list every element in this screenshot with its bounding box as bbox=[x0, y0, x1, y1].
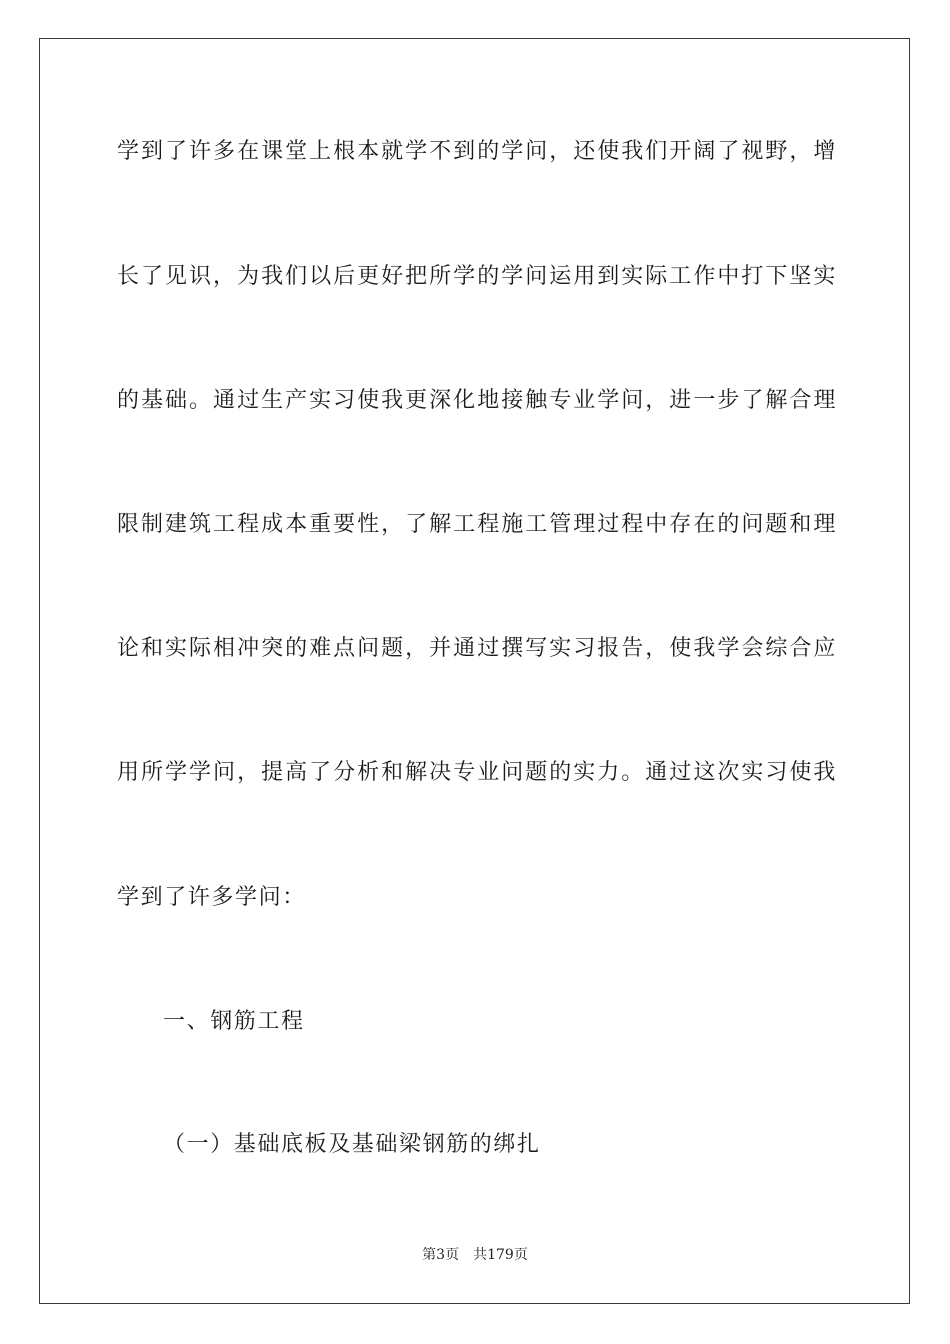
page-footer bbox=[0, 1245, 950, 1265]
page-border bbox=[39, 38, 910, 1304]
section-heading: 一、钢筋工程 bbox=[163, 1009, 305, 1034]
page-number: 第3页 bbox=[422, 1247, 460, 1263]
body-text-line: 论和实际相冲突的难点问题，并通过撰写实习报告，使我学会综合应 bbox=[117, 636, 837, 661]
body-text-line: 限制建筑工程成本重要性，了解工程施工管理过程中存在的问题和理 bbox=[117, 512, 837, 537]
subsection-heading: （一）基础底板及基础梁钢筋的绑扎 bbox=[163, 1132, 541, 1157]
body-text-line: 的基础。通过生产实习使我更深化地接触专业学问，进一步了解合理 bbox=[117, 388, 837, 413]
page-total: 共179页 bbox=[473, 1247, 528, 1263]
body-text-line: 学到了许多在课堂上根本就学不到的学问，还使我们开阔了视野，增 bbox=[117, 139, 837, 164]
body-text-line: 长了见识，为我们以后更好把所学的学问运用到实际工作中打下坚实 bbox=[117, 264, 837, 289]
body-text-line: 学到了许多学问： bbox=[117, 885, 306, 910]
body-text-line: 用所学学问，提高了分析和解决专业问题的实力。通过这次实习使我 bbox=[117, 760, 837, 785]
